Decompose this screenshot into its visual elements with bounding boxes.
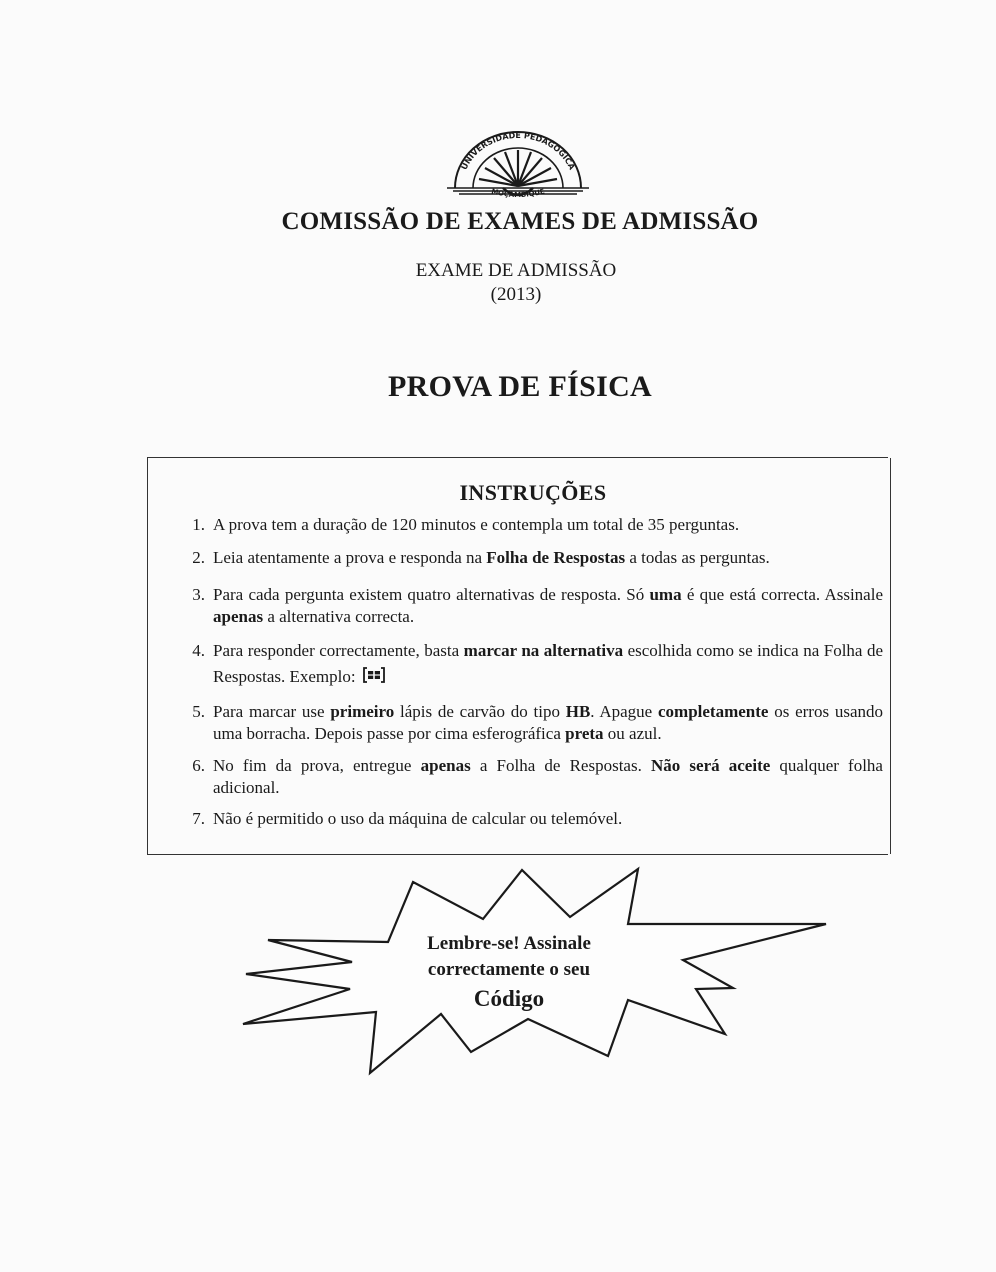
instruction-number: 4. bbox=[192, 641, 205, 660]
instruction-text: é que está correcta. Assinale bbox=[681, 585, 883, 604]
instruction-number: 3. bbox=[192, 585, 205, 604]
instructions-box bbox=[147, 457, 888, 855]
instruction-number: 7. bbox=[192, 809, 205, 828]
instruction-item bbox=[192, 808, 883, 830]
example-mark-icon bbox=[363, 666, 385, 684]
instruction-number: 5. bbox=[192, 702, 205, 721]
instruction-emphasis: Não será aceite bbox=[650, 756, 771, 775]
instruction-emphasis: preta bbox=[565, 723, 604, 743]
commission-title: COMISSÃO DE EXAMES DE ADMISSÃO bbox=[281, 208, 759, 235]
instruction-item bbox=[192, 584, 883, 627]
instruction-item bbox=[192, 547, 883, 569]
instruction-item bbox=[192, 514, 883, 536]
instruction-item bbox=[192, 755, 883, 798]
instructions-list bbox=[148, 458, 888, 854]
instruction-text: a todas as perguntas. bbox=[625, 548, 770, 567]
instruction-item bbox=[192, 638, 884, 690]
instruction-item bbox=[192, 701, 883, 744]
instruction-text: Para cada pergunta existem quatro alternativas de resposta. Só bbox=[213, 585, 650, 604]
instruction-text: a Folha de Respostas. bbox=[470, 756, 651, 775]
instruction-text: qualquer folha adicional. bbox=[213, 756, 883, 797]
instruction-emphasis: uma bbox=[649, 585, 682, 604]
logo-bottom-text: MOÇAMBIQUE bbox=[490, 187, 546, 200]
instruction-number: 1. bbox=[192, 515, 205, 534]
instruction-emphasis: apenas bbox=[213, 606, 264, 626]
subject-title: PROVA DE FÍSICA bbox=[388, 370, 652, 403]
instruction-text: No fim da prova, entregue bbox=[213, 756, 421, 775]
exam-heading bbox=[0, 259, 996, 307]
instruction-text: a alternativa correcta. bbox=[263, 606, 415, 626]
instruction-emphasis: completamente bbox=[657, 702, 769, 721]
university-logo bbox=[433, 128, 603, 208]
instruction-text: ou azul. bbox=[603, 723, 662, 743]
instruction-emphasis: apenas bbox=[420, 756, 471, 775]
instruction-emphasis: primeiro bbox=[330, 702, 395, 721]
instruction-text: A prova tem a duração de 120 minutos e contempla um total de 35 perguntas. bbox=[213, 515, 740, 534]
reminder-line-3: Código bbox=[473, 986, 545, 1011]
instruction-number: 2. bbox=[192, 548, 205, 567]
instructions-heading: INSTRUÇÕES bbox=[459, 480, 607, 505]
instruction-text: escolhida como se indica na Folha de Respostas. Exemplo: bbox=[213, 641, 884, 686]
instruction-emphasis: marcar na alternativa bbox=[463, 641, 624, 660]
svg-text:MOÇAMBIQUE bbox=[490, 187, 545, 199]
instruction-text: . Apague bbox=[590, 702, 658, 721]
instruction-text: Não é permitido o uso da máquina de calcular ou telemóvel. bbox=[213, 809, 623, 828]
instruction-text: Leia atentamente a prova e responda na bbox=[213, 548, 487, 567]
exam-year: (2013) bbox=[490, 284, 542, 305]
instruction-emphasis: Folha de Respostas bbox=[486, 548, 626, 567]
reminder-line-1: Lembre-se! Assinale bbox=[427, 933, 591, 954]
instruction-text: lápis de carvão do tipo bbox=[394, 702, 566, 721]
reminder-line-2: correctamente o seu bbox=[427, 959, 591, 980]
reminder-text bbox=[384, 931, 634, 1015]
instruction-number: 6. bbox=[192, 756, 205, 775]
exam-name: EXAME DE ADMISSÃO bbox=[415, 260, 617, 281]
instruction-emphasis: HB bbox=[565, 702, 591, 721]
logo-top-text: UNIVERSIDADE PEDAGÓGICA bbox=[459, 130, 577, 172]
instruction-text: Para responder correctamente, basta bbox=[213, 641, 464, 660]
instruction-text: Para marcar use bbox=[213, 702, 331, 721]
instruction-text: os erros usando uma borracha. Depois passe por cima esferográfica bbox=[213, 702, 883, 743]
